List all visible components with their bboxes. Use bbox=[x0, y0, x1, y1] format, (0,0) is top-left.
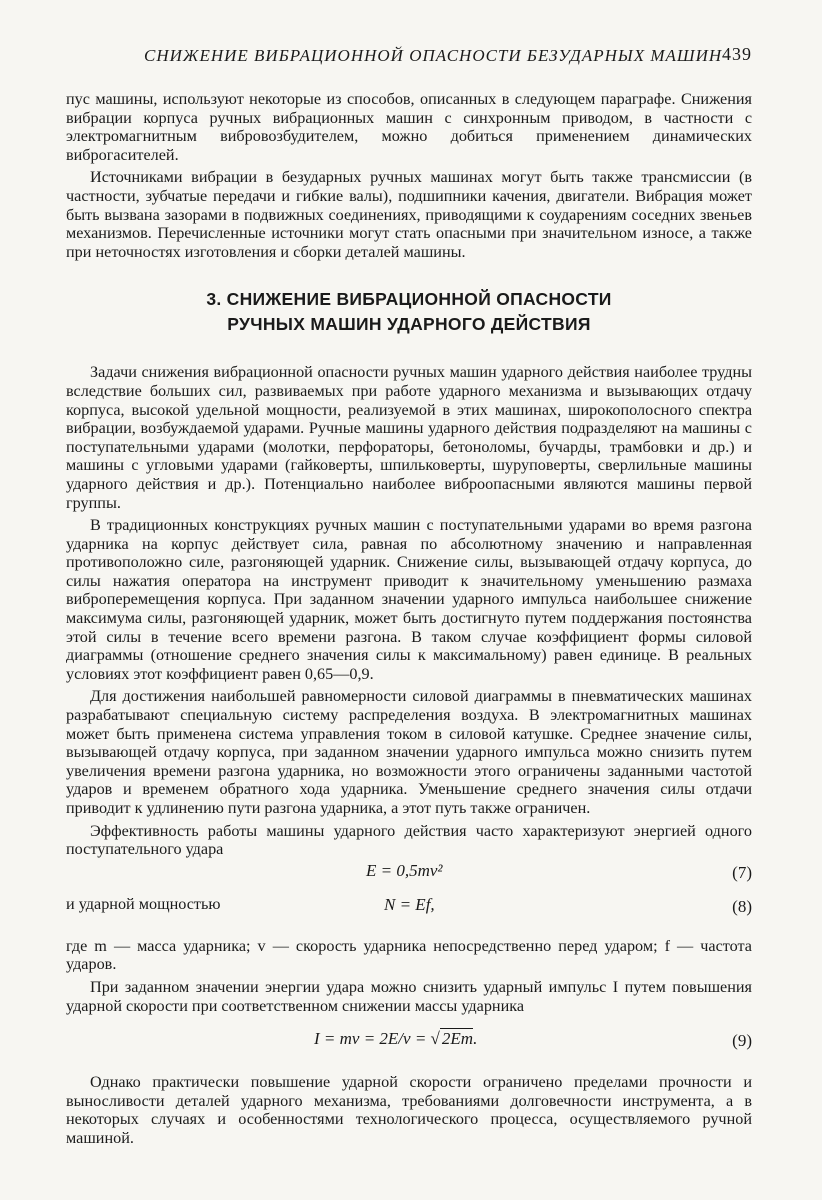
page-number: 439 bbox=[722, 44, 752, 64]
section-heading-line-1: 3. СНИЖЕНИЕ ВИБРАЦИОННОЙ ОПАСНОСТИ bbox=[206, 289, 612, 310]
equation-8 bbox=[66, 887, 752, 915]
section-heading bbox=[66, 287, 752, 337]
equation-9-formula-end: . bbox=[473, 1029, 478, 1049]
equation-9-formula-left: I = mv = 2E/v = √ bbox=[314, 1029, 440, 1049]
paragraph: Задачи снижения вибрационной опасности ручных машин ударного действия наиболее трудны вследствие больших сил, развиваемых при работе ударного механизма и вызывающих отдачу корпуса, высокой удельной мощности, реализуемой в этих машинах, широкополосного спектра вибрации, возбуждаемой ударами. Ручные машины ударного действия подразделяют на машины с поступательными ударами (молотки, перфораторы, бетоноломы, бучарды, трамбовки и др.) и машины с угловыми ударами (гайковерты, шпильковерты, шуруповерты, сверлильные машины ударного действия и др.). Потенциально наиболее виброопасными являются машины первой группы. bbox=[66, 363, 752, 512]
running-title: СНИЖЕНИЕ ВИБРАЦИОННОЙ ОПАСНОСТИ БЕЗУДАРНЫХ МАШИН bbox=[144, 46, 723, 65]
paragraph: где m — масса ударника; v — скорость ударника непосредственно перед ударом; f — частота ударов. bbox=[66, 936, 752, 974]
equation-9-number: (9) bbox=[732, 1031, 752, 1051]
equation-8-label: и ударной мощностью bbox=[66, 894, 221, 913]
equation-8-number: (8) bbox=[732, 896, 752, 916]
section-heading-line-2: РУЧНЫХ МАШИН УДАРНОГО ДЕЙСТВИЯ bbox=[227, 314, 591, 335]
paragraph: Эффективность работы машины ударного действия часто характеризуют энергией одного поступательного удара bbox=[66, 821, 752, 859]
paragraph: Источниками вибрации в безударных ручных машинах могут быть также трансмиссии (в частности, зубчатые передачи и гибкие валы), подшипники качения, двигатели. Вибрация может быть вызвана зазорами в подвижных соединениях, приводящими к соударениям соседних звеньев механизмов. Перечисленные источники могут стать опасными при значительном износе, а также при неточностях изготовления и сборки деталей машины. bbox=[66, 168, 752, 261]
equation-7 bbox=[66, 859, 752, 887]
paragraph: При заданном значении энергии удара можно снизить ударный импульс I путем повышения ударной скорости при соответственном снижении массы ударника bbox=[66, 977, 752, 1015]
equation-8-formula: N = Ef, bbox=[384, 894, 435, 914]
equation-7-number: (7) bbox=[732, 862, 752, 882]
equation-9-radicand: 2Em bbox=[441, 1029, 474, 1049]
paragraph: пус машины, используют некоторые из способов, описанных в следующем параграфе. Снижения вибрации корпуса ручных вибрационных машин с синхронным приводом, в частности с электромагнитным вибровозбудителем, можно добиться применением динамических виброгасителей. bbox=[66, 90, 752, 164]
paragraph: Однако практически повышение ударной скорости ограничено пределами прочности и выносливости деталей ударного механизма, требованиями долговечности инструмента, а в некоторых случаях и особенностями технологического процесса, осуществляемого ручной машиной. bbox=[66, 1073, 752, 1147]
page-body bbox=[66, 90, 752, 1148]
paragraph: В традиционных конструкциях ручных машин с поступательными ударами во время разгона ударника на корпус действует сила, равная по абсолютному значению и направленная противоположно силе, разгоняющей ударник. Снижение силы, вызывающей отдачу корпуса, до силы нажатия оператора на инструмент приводит к значительному уменьшению размаха виброперемещения корпуса. При заданном значении ударного импульса наибольшее снижение максимума силы, разгоняющей ударник, может быть достигнуто путем поддержания постоянства этой силы в течение всего времени разгона. В таком случае коэффициент формы силовой диаграммы (отношение среднего значения силы к максимальному) равен единице. В реальных условиях этот коэффициент равен 0,65—0,9. bbox=[66, 516, 752, 683]
paragraph: Для достижения наибольшей равномерности силовой диаграммы в пневматических машинах разрабатывают специальную систему распределения воздуха. В электромагнитных машинах может быть применена система управления током в силовой катушке. Среднее значение силы, вызывающей отдачу корпуса, при заданном значении ударного импульса можно снизить путем увеличения времени разгона ударника, но возможности этого ограничены заданными частотой ударов и временем обратного хода ударника. Уменьшение среднего значения силы отдачи приводит к удлинению пути разгона ударника, а этот путь также ограничен. bbox=[66, 687, 752, 817]
equation-9-formula bbox=[314, 1029, 477, 1049]
equation-7-formula: E = 0,5mv² bbox=[366, 860, 443, 880]
equation-9 bbox=[66, 1019, 752, 1063]
